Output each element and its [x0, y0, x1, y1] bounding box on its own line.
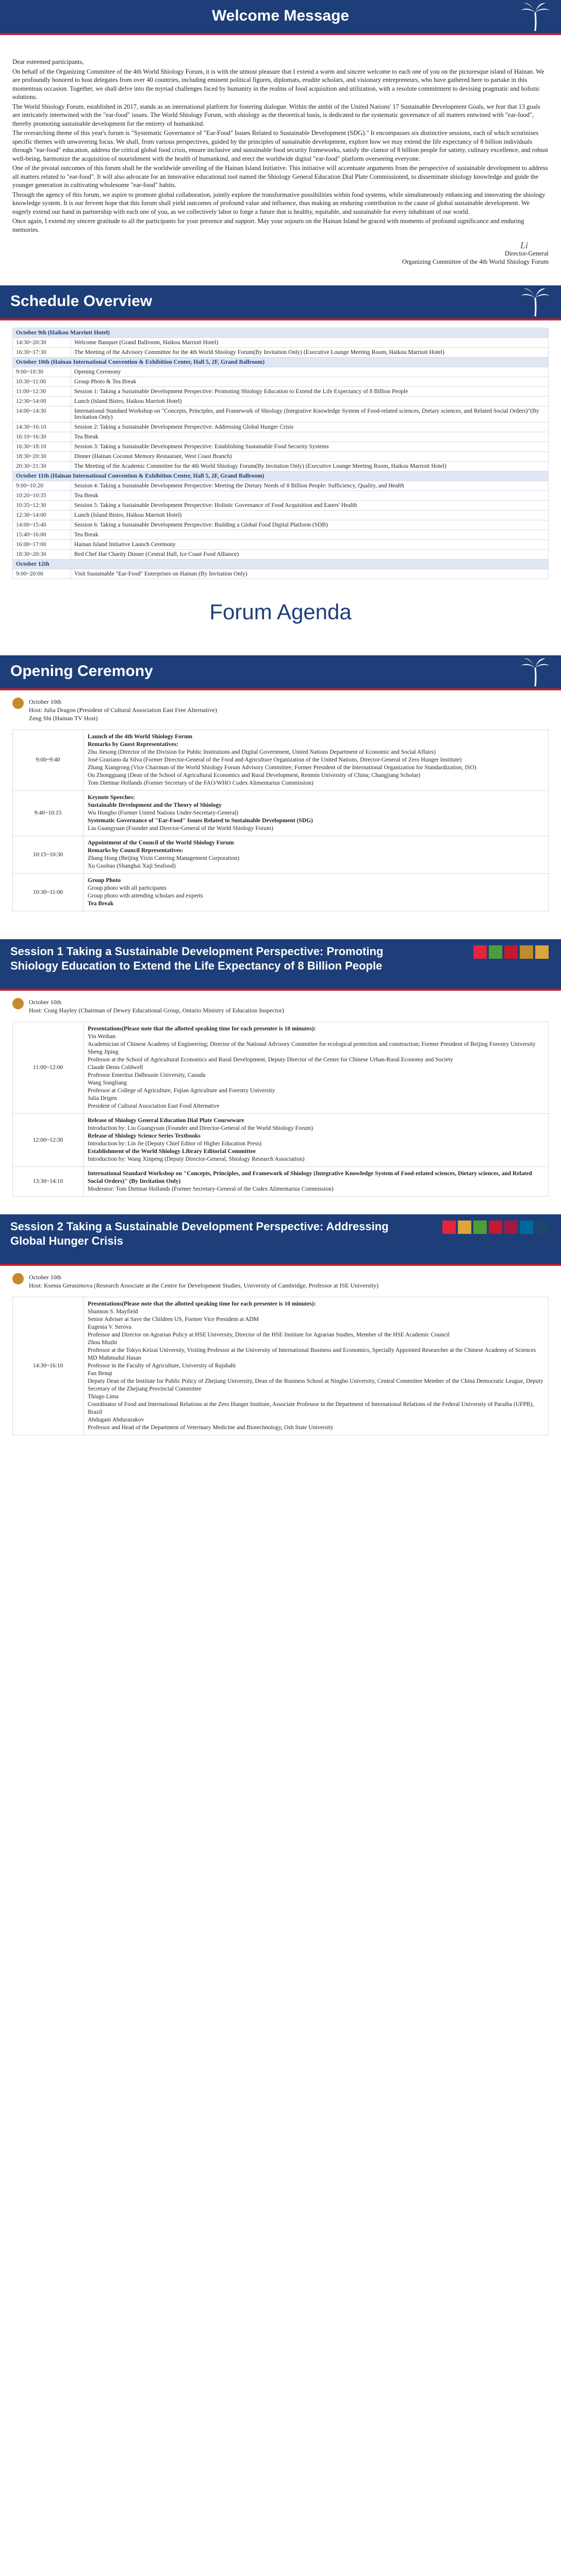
program-line: Moderator: Tom Dietmar Hollands (Former Secretary-General of the Codex Alimentarius Commission)	[88, 1186, 334, 1192]
program-time: 9:40~10:15	[13, 791, 84, 836]
program-line: Zhu Jiesong (Director of the Division for Public Institutions and Digital Government, United Nations Department of Economic and Social Affairs)	[88, 749, 436, 755]
schedule-event: Red Chef Hat Charity Dinner (Central Hall, Ice Coast Food Alliance)	[71, 550, 549, 560]
welcome-paragraph: Dear esteemed participants,	[12, 58, 84, 65]
program-line: Introduction by: Liu Guangyuan (Founder and Director-General of the World Shiology Forum)	[88, 1125, 314, 1131]
schedule-row	[13, 569, 549, 579]
divider	[0, 989, 561, 991]
schedule-time: 20:30~21:30	[13, 462, 71, 471]
program-line: Zhang Xiangrong (Vice Chairman of the World Shiology Forum Advisory Committee; Former President of the International Organization for Standardization, ISO)	[88, 765, 476, 771]
opening-host-text: Host: Julia Dragon (President of Cultural Association East Free Alternative)	[29, 706, 217, 714]
program-line: Ou Zhongguang (Dean of the School of Agricultural Economics and Rural Development, Renmin University of China; Changjiang Scholar)	[88, 772, 421, 778]
schedule-time: 10:35~12:30	[13, 501, 71, 511]
schedule-time: 12:30~14:00	[13, 397, 71, 406]
schedule-event: Group Photo & Tea Break	[71, 377, 549, 387]
sdg-icons	[473, 945, 549, 959]
program-heading: Presentations(Please note that the allotted speaking time for each presenter is 10 minutes):	[88, 1026, 316, 1032]
program-line: Yin Weihan	[88, 1033, 116, 1040]
schedule-row	[13, 452, 549, 462]
session2-host	[12, 1273, 549, 1290]
session1-header	[0, 939, 561, 989]
program-line: Eugenia V. Serova	[88, 1324, 131, 1330]
session1-date: October 10th	[29, 998, 61, 1006]
program-content	[84, 836, 549, 874]
schedule-event: Opening Ceremony	[71, 367, 549, 377]
program-content	[84, 874, 549, 911]
program-time: 12:00~12:30	[13, 1114, 84, 1167]
welcome-paragraph: On behalf of the Organizing Committee of the 4th World Shiology Forum, it is with the utmost pleasure that I extend a warm and sincere welcome to each one of you on the picturesque island of Hainan. We are profoundly honored to host delegates from over 40 countries, including eminent political figures, diplomats, erudite scholars, and visionary entrepreneurs, who have gathered here to partake in this momentous occasion. Together, we shall delve into the myriad challenges faced by humanity in the realms of food acquisition and utilization, with a resolute commitment to devising pragmatic and holistic solutions.	[12, 67, 544, 100]
program-line: Coordinator of Food and International Relations at the Zero Hunger Institute, Associate Professor in the Department of International Relations of the Federal University of Paraíba (UFPB), Brazil	[88, 1401, 534, 1415]
program-row	[13, 1167, 549, 1197]
schedule-event: Visit Sustainable "Ear-Food" Enterprises on Hainan (By Invitation Only)	[71, 569, 549, 579]
session2-header	[0, 1214, 561, 1264]
program-row	[13, 791, 549, 836]
program-heading: Tea Break	[88, 901, 114, 907]
program-row	[13, 1022, 549, 1114]
program-content	[84, 1114, 549, 1167]
palm-tree-icon	[520, 656, 551, 687]
welcome-paragraph: Once again, I extend my sincere gratitude to all the participants for your presence and support. May your sojourn on the Hainan Island be graced with moments of profound significance and enduring memories.	[12, 217, 524, 233]
program-heading: Sustainable Development and the Theory of Shiology	[88, 802, 222, 808]
schedule-day-row	[13, 471, 549, 481]
program-content	[84, 730, 549, 791]
sdg-icon	[473, 945, 487, 959]
program-heading: Presentations(Please note that the allotted speaking time for each presenter is 10 minutes):	[88, 1301, 316, 1307]
program-line: Professor at College of Agriculture, Fujian Agriculture and Forestry University	[88, 1088, 275, 1094]
schedule-event: Dinner (Hainan Coconut Memory Restaurant, West Coast Branch)	[71, 452, 549, 462]
schedule-row	[13, 367, 549, 377]
schedule-row	[13, 422, 549, 432]
schedule-event: Session 4: Taking a Sustainable Development Perspective: Meeting the Dietary Needs of 8 Billion People: Sufficiency, Quality, and Health	[71, 481, 549, 491]
schedule-day-row	[13, 560, 549, 569]
program-line: Academician of Chinese Academy of Engineering; Director of the National Advisory Committee for ecological protection and construction; Former President of Beijing Forestry University	[88, 1041, 536, 1047]
schedule-time: 16:00~17:00	[13, 540, 71, 550]
program-line: Professor in the Faculty of Agriculture, University of Rajshahi	[88, 1363, 236, 1369]
program-line: Group photo with all participants	[88, 885, 167, 891]
program-line: Tom Dietmar Hollands (Former Secretary of the FAO/WHO Codex Alimentarius Commission)	[88, 780, 314, 786]
sdg-icon	[520, 1221, 533, 1234]
schedule-row	[13, 442, 549, 452]
signature-block	[12, 241, 549, 266]
schedule-row	[13, 377, 549, 387]
program-time: 10:15~10:30	[13, 836, 84, 874]
program-line: Senior Adviser at Save the Children US, Former Vice President at ADM	[88, 1316, 259, 1323]
program-time: 13:30~14:10	[13, 1167, 84, 1197]
schedule-time: 11:00~12:30	[13, 387, 71, 397]
program-time: 14:30~16:10	[13, 1297, 84, 1435]
program-line: Wang Songliang	[88, 1080, 127, 1086]
schedule-time: 12:30~14:00	[13, 511, 71, 520]
welcome-paragraph: The World Shiology Forum, established in 2017, stands as an international platform for fostering dialogue. Within the ambit of the United Nations' 17 Sustainable Development Goals, we fear that 13 goals are intricately intertwined with the "ear-food" issues. The World Shiology Forum, with shiology as the theoretical basis, is dedicated to the systematic governance of all matters entwined with "ear-food", thereby promoting sustainable development for the entirety of humankind.	[12, 103, 540, 127]
schedule-event: Welcome Banquet (Grand Ballroom, Haikou Marriott Hotel)	[71, 338, 549, 348]
schedule-time: 14:00~14:30	[13, 406, 71, 422]
schedule-event: Lunch (Island Bistro, Haikou Marriott Hotel)	[71, 397, 549, 406]
schedule-day-row	[13, 358, 549, 367]
program-line: Wu Hongbo (Former United Nations Under-Secretary-General)	[88, 810, 239, 816]
sdg-icon	[489, 1221, 502, 1234]
program-heading: Group Photo	[88, 877, 121, 884]
program-line: Shannon S. Mayfield	[88, 1309, 138, 1315]
program-time: 9:00~9:40	[13, 730, 84, 791]
schedule-day-label: October 10th (Hainan International Convention & Exhibition Center, Hall 5, 2F, Grand Ballroom)	[13, 358, 549, 367]
schedule-row	[13, 491, 549, 501]
program-heading: Launch of the 4th World Shiology Forum	[88, 734, 192, 740]
program-time: 10:30~11:00	[13, 874, 84, 911]
program-line: Professor and Director on Agrarian Policy at HSE University, Director of the HSE Institute for Agrarian Studies, Member of the HSE Academic Council	[88, 1332, 450, 1338]
sdg-icon	[535, 945, 549, 959]
session2-title: Session 2 Taking a Sustainable Development Perspective: Addressing Global Hunger Crisis	[10, 1220, 389, 1247]
program-line: President of Cultural Association East Food Alternative	[88, 1103, 220, 1109]
schedule-day-label: October 11th (Hainan International Convention & Exhibition Center, Hall 5, 2F, Grand Ballroom)	[13, 471, 549, 481]
schedule-event: Session 1: Taking a Sustainable Development Perspective: Promoting Shiology Education to Extend the Life Expectancy of 8 Billion People	[71, 387, 549, 397]
program-line: Professor at the School of Agricultural Economics and Rural Development, Deputy Director of the Center for Chinese Urban-Rural Economy and Society	[88, 1057, 453, 1063]
schedule-row	[13, 530, 549, 540]
divider	[0, 1264, 561, 1266]
welcome-paragraph: The overarching theme of this year's forum is "Systematic Governance of "Ear-Food" Issues Related to Sustainable Development (SDG)." It encompasses six distinctive sessions, each of which scrutinises specific themes with unwavering focus. We shall, from various perspectives, guided by the principles of sustainable development, explore how we may extend the life expectancy of 8 billion individuals through "ear-food" education, address the critical global food crisis, ensure inclusive and sustainable food security frameworks, satisfy the clamor of 8 billion people for satiety, culinary excellence, and robust well-being, harmonize the acquisition of nourishment with the health of humankind, and erect the worldwide digital "ear-food" platform overseeing everyone.	[12, 129, 549, 162]
program-row	[13, 1297, 549, 1435]
schedule-day-label: October 12th	[13, 560, 549, 569]
schedule-time: 18:30~20:30	[13, 452, 71, 462]
schedule-row	[13, 387, 549, 397]
clock-icon	[12, 1273, 24, 1284]
program-line: Liu Guangyuan (Founder and Director-General of the World Shiology Forum)	[88, 825, 273, 832]
program-line: Group photo with attending scholars and experts	[88, 893, 203, 899]
program-line: MD Mahmudul Hasan	[88, 1355, 141, 1361]
opening-date: October 10th	[29, 698, 61, 705]
program-heading: International Standard Workshop on "Concepts, Principles, and Framework of Shiology (Integrative Knowledge System of Food-related sciences, Dietary sciences, and Related Social Orders)" (By Invitation Only)	[88, 1171, 532, 1184]
program-heading: Keynote Speeches:	[88, 794, 135, 801]
program-line: Deputy Dean of the Institute for Public Policy of Zhejiang University, Dean of the Business School at Ningbo University, Central Committee Member of the China Democratic League, Deputy Secretary of the Zhejiang Provincial Committee	[88, 1378, 543, 1392]
program-heading: Remarks by Guest Representatives:	[88, 741, 178, 748]
schedule-row	[13, 338, 549, 348]
program-line: Sheng Jiping	[88, 1049, 119, 1055]
schedule-time: 14:30~16:10	[13, 422, 71, 432]
schedule-event: International Standard Workshop on "Concepts, Principles, and Framework of Shiology (Integrative Knowledge System of Food-related sciences, Dietary sciences, and Related Social Orders)"(By Invitation Only)	[71, 406, 549, 422]
schedule-title: Schedule Overview	[10, 293, 153, 310]
session1-host	[12, 998, 549, 1014]
schedule-row	[13, 501, 549, 511]
program-line: Introduction by: Lin Jie (Deputy Chief Editor of Higher Education Press)	[88, 1141, 262, 1147]
schedule-time: 9:00~10:20	[13, 481, 71, 491]
schedule-time: 9:00~10:30	[13, 367, 71, 377]
schedule-time: 16:30~18:10	[13, 442, 71, 452]
sdg-icon	[504, 1221, 518, 1234]
program-heading: Appointment of the Council of the World Shiology Forum	[88, 840, 234, 846]
program-line: Professor and Head of the Department of Veterinary Medicine and Biotechnology, Osh State University	[88, 1425, 334, 1431]
program-heading: Remarks by Council Representatives:	[88, 848, 184, 854]
schedule-row	[13, 432, 549, 442]
program-line: Thiago Lima	[88, 1394, 119, 1400]
sdg-icon	[504, 945, 518, 959]
program-line: Julia Drigen	[88, 1095, 117, 1101]
schedule-event: Tea Break	[71, 432, 549, 442]
signature: Li	[520, 240, 528, 250]
schedule-event: Session 3: Taking a Sustainable Development Perspective: Establishing Sustainable Food Security Systems	[71, 442, 549, 452]
schedule-event: The Meeting of the Advisory Committee for the 4th World Shiology Forum(By Invitation Only) (Executive Lounge Meeting Room, Haikou Marriott Hotel)	[71, 348, 549, 358]
program-line: Zhang Hong (Beijing Yixin Catering Management Corporation)	[88, 855, 240, 861]
session1-table	[12, 1022, 549, 1197]
session1-host-text: Host: Craig Hayley (Chairman of Dewey Educational Group, Ontario Ministry of Education Inspector)	[29, 1007, 284, 1014]
opening-table	[12, 730, 549, 911]
palm-tree-icon	[520, 1, 551, 32]
welcome-banner	[0, 0, 561, 33]
sdg-icon	[535, 1221, 549, 1234]
schedule-row	[13, 511, 549, 520]
clock-icon	[12, 698, 24, 709]
program-line: Professor at the Tokyo Keizai University, Visiting Professor at the University of International Business and Economics, Specially Appointed Researcher at the Chinese Academy of Sciences	[88, 1347, 536, 1353]
program-content	[84, 1167, 549, 1197]
sdg-icon	[473, 1221, 487, 1234]
sdg-icon	[442, 1221, 456, 1234]
program-line: Xu Guobao (Shanghai Xuji Seafood)	[88, 863, 176, 869]
schedule-event: The Meeting of the Academic Committee for the 4th World Shiology Forum(By Invitation Only) (Executive Lounge Meeting Room, Haikou Marriott Hotel)	[71, 462, 549, 471]
opening-banner	[0, 655, 561, 688]
schedule-time: 9:00~20:00	[13, 569, 71, 579]
schedule-row	[13, 397, 549, 406]
palm-tree-icon	[520, 286, 551, 317]
schedule-row	[13, 406, 549, 422]
opening-host	[12, 698, 549, 722]
program-heading: Release of Shiology General Education Dial Plate Courseware	[88, 1117, 244, 1124]
program-heading: Release of Shiology Science Series Textbooks	[88, 1133, 201, 1139]
welcome-body	[0, 35, 561, 276]
program-line: José Graziano da Silva (Former Director-General of the Food and Agriculture Organization of the United Nations, Director-General of Zero Hunger Institute)	[88, 757, 462, 763]
program-heading: Establishment of the World Shiology Library Editorial Committee	[88, 1148, 256, 1155]
schedule-table	[12, 328, 549, 579]
session1-title: Session 1 Taking a Sustainable Development Perspective: Promoting Shiology Education to Extend the Life Expectancy of 8 Billion People	[10, 945, 384, 972]
program-content	[84, 791, 549, 836]
schedule-time: 14:00~15:40	[13, 520, 71, 530]
schedule-row	[13, 540, 549, 550]
schedule-time: 16:30~17:30	[13, 348, 71, 358]
divider	[0, 688, 561, 690]
sdg-icon	[520, 945, 533, 959]
program-line: Introduction by: Wang Xinpeng (Deputy Director-General, Shiology Research Association)	[88, 1156, 305, 1162]
program-line: Professor Emeritus Dalhousie University, Canada	[88, 1072, 206, 1078]
welcome-paragraph: Through the agency of this forum, we aspire to promote global collaboration, jointly explore the transformative possibilities within food systems, while simultaneously enhancing and innovating the shiology knowledge system. It is our fervent hope that this forum shall yield outcomes of profound value and influence, thus making an enduring contribution to the cause of global sustainable development. We eagerly extend our hand in partnership with each one of you, as we collectively labor to forge a future that is healthy, equitable, and sustainable for every inhabitant of our world.	[12, 191, 546, 215]
schedule-event: Session 6: Taking a Sustainable Development Perspective: Building a Global Food Digital Platform (SDB)	[71, 520, 549, 530]
session2-table	[12, 1297, 549, 1435]
schedule-day-row	[13, 328, 549, 338]
schedule-event: Lunch (Island Bistro, Haikou Marriott Hotel)	[71, 511, 549, 520]
schedule-time: 18:30~20:30	[13, 550, 71, 560]
schedule-row	[13, 348, 549, 358]
schedule-time: 14:30~20:30	[13, 338, 71, 348]
schedule-banner	[0, 285, 561, 318]
sign-org: Organizing Committee of the 4th World Shiology Forum	[402, 258, 549, 265]
opening-host2-text: Zeng Shi (Hainan TV Host)	[29, 715, 98, 722]
sdg-icon	[489, 945, 502, 959]
welcome-title: Welcome Message	[211, 7, 350, 24]
program-line: Abdugani Abdurazakov	[88, 1417, 144, 1423]
schedule-event: Tea Break	[71, 530, 549, 540]
program-line: Fan Benqi	[88, 1370, 112, 1377]
program-content	[84, 1022, 549, 1114]
schedule-event: Tea Break	[71, 491, 549, 501]
schedule-event: Session 5: Taking a Sustainable Development Perspective: Holistic Governance of Food Acquisition and Eaters' Health	[71, 501, 549, 511]
program-row	[13, 730, 549, 791]
session2-host-text: Host: Ksenia Gerasimova (Research Associate at the Centre for Development Studies, University of Cambridge, Professor at ISE University)	[29, 1282, 379, 1289]
welcome-paragraph: One of the pivotal outcomes of this forum shall be the worldwide unveiling of the Hainan Island Initiative. This initiative will accentuate arguments from the perspective of sustainable development to address all matters related to "ear-food". It will also advocate for an innovative educational tool named the Shiology General Education Dial Plate Commissioned, to disseminate shiology knowledge and guide the younger generation in cultivating wholesome "ear-food" habits.	[12, 164, 548, 189]
program-line: Claude Denis Coldwell	[88, 1064, 143, 1071]
schedule-event: Hainan Island Initiative Launch Ceremony	[71, 540, 549, 550]
program-heading: Systematic Governance of "Ear-Food" Issues Related to Sustainable Development (SDG)	[88, 818, 313, 824]
clock-icon	[12, 998, 24, 1009]
schedule-time: 10:20~10:35	[13, 491, 71, 501]
schedule-event: Session 2: Taking a Sustainable Development Perspective: Addressing Global Hunger Crisis	[71, 422, 549, 432]
schedule-row	[13, 520, 549, 530]
program-row	[13, 836, 549, 874]
schedule-day-label: October 9th (Haikou Marriott Hotel)	[13, 328, 549, 338]
program-line: Zhou Muzhi	[88, 1340, 118, 1346]
program-time: 11:00~12:00	[13, 1022, 84, 1114]
program-row	[13, 874, 549, 911]
sign-role: Director-General	[504, 250, 549, 257]
program-row	[13, 1114, 549, 1167]
schedule-row	[13, 462, 549, 471]
forum-agenda-title: Forum Agenda	[209, 600, 352, 624]
schedule-row	[13, 481, 549, 491]
schedule-row	[13, 550, 549, 560]
opening-title: Opening Ceremony	[10, 663, 153, 680]
schedule-time: 16:10~16:30	[13, 432, 71, 442]
schedule-time: 10:30~11:00	[13, 377, 71, 387]
program-content	[84, 1297, 549, 1435]
session2-date: October 10th	[29, 1274, 61, 1281]
sdg-icons	[442, 1221, 549, 1234]
schedule-time: 15:40~16:00	[13, 530, 71, 540]
sdg-icon	[458, 1221, 471, 1234]
